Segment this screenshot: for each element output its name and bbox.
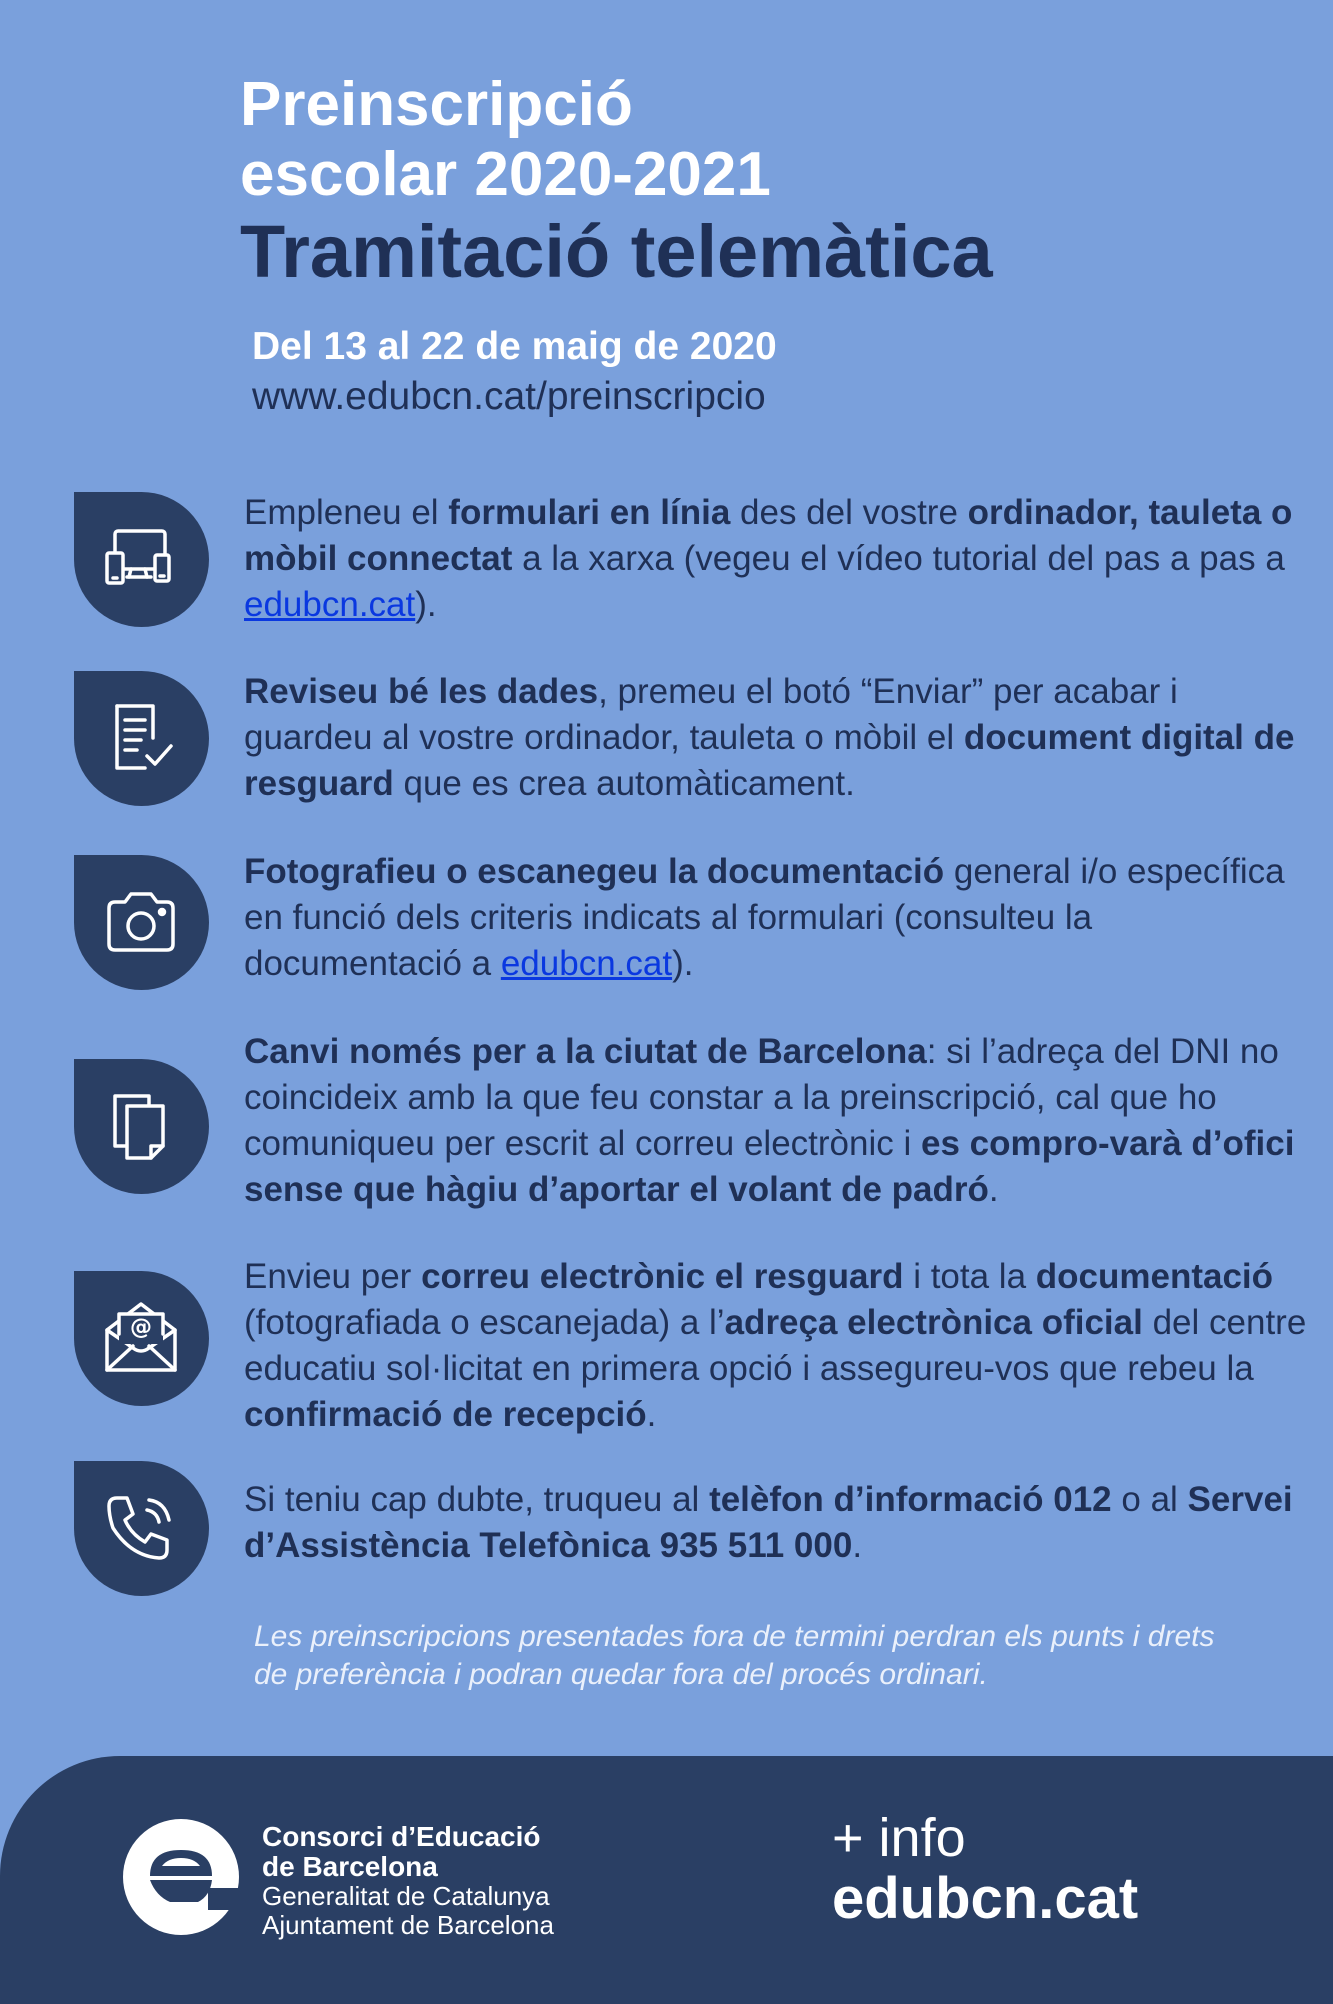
body-text: . bbox=[646, 1395, 657, 1434]
emphasis-text: ordinador, tauleta o mòbil connectat bbox=[244, 493, 1293, 578]
body-text: . bbox=[852, 1526, 863, 1565]
emphasis-text: Fotografieu o escanegeu la documentació bbox=[244, 852, 945, 891]
body-text: Si teniu cap dubte, truqueu al bbox=[244, 1480, 710, 1519]
emphasis-text: document digital de resguard bbox=[244, 718, 1295, 803]
body-text: i tota la bbox=[903, 1257, 1036, 1296]
body-text: des del vostre bbox=[730, 493, 968, 532]
org-name-line-2: de Barcelona bbox=[262, 1851, 438, 1882]
step-3-tab bbox=[74, 855, 209, 990]
emphasis-text: correu electrònic el resguard bbox=[421, 1257, 904, 1296]
edubcn-link[interactable]: edubcn.cat bbox=[244, 585, 416, 624]
body-text: general i/o específica en funció dels criteris indicats al formulari (consulteu la documentació a bbox=[244, 852, 1285, 983]
step-2-text bbox=[244, 669, 1314, 807]
emphasis-text: formulari en línia bbox=[448, 493, 731, 532]
emphasis-text: es compro-varà d’ofici sense que hàgiu d’aportar el volant de padró bbox=[244, 1124, 1295, 1209]
emphasis-text: adreça electrònica oficial bbox=[724, 1303, 1143, 1342]
step-6-text bbox=[244, 1477, 1314, 1569]
step-4-tab bbox=[74, 1059, 209, 1194]
site-link[interactable]: edubcn.cat bbox=[832, 1866, 1139, 1931]
consorci-logo-icon bbox=[120, 1816, 242, 1938]
title-line-2: escolar 2020-2021 bbox=[240, 140, 771, 209]
step-2-tab bbox=[74, 671, 209, 806]
body-text: (fotografiada o escanejada) a l’ bbox=[244, 1303, 725, 1342]
copy-documents-icon bbox=[101, 1086, 181, 1166]
phone-icon bbox=[101, 1488, 181, 1568]
org-sub-line-2: Ajuntament de Barcelona bbox=[262, 1910, 554, 1940]
devices-icon bbox=[101, 519, 181, 599]
step-1-tab bbox=[74, 492, 209, 627]
email-icon bbox=[101, 1298, 181, 1378]
step-3-text bbox=[244, 849, 1314, 987]
body-text: ). bbox=[672, 944, 694, 983]
step-6-tab bbox=[74, 1461, 209, 1596]
body-text: ). bbox=[415, 585, 437, 624]
body-text: a la xarxa (vegeu el vídeo tutorial del pas a pas a bbox=[512, 539, 1285, 578]
body-text: Envieu per bbox=[244, 1257, 422, 1296]
camera-icon bbox=[101, 882, 181, 962]
organization-block bbox=[262, 1822, 554, 1940]
svg-text:@: @ bbox=[130, 1315, 152, 1340]
emphasis-text: Canvi només per a la ciutat de Barcelona bbox=[244, 1032, 927, 1071]
plus-info-label: + info bbox=[832, 1808, 966, 1868]
step-4-text bbox=[244, 1029, 1314, 1213]
emphasis-text: telèfon d’informació 012 bbox=[709, 1480, 1112, 1519]
body-text: o al bbox=[1111, 1480, 1188, 1519]
title-line-1: Preinscripció bbox=[240, 70, 633, 139]
edubcn-link[interactable]: edubcn.cat bbox=[500, 944, 673, 983]
preinscription-url[interactable]: www.edubcn.cat/preinscripcio bbox=[252, 375, 766, 418]
org-sub-line-1: Generalitat de Catalunya bbox=[262, 1881, 550, 1911]
body-text: del centre educatiu sol·licitat en primera opció i assegureu-vos que rebeu la bbox=[244, 1303, 1307, 1388]
step-1-text bbox=[244, 490, 1314, 628]
document-check-icon bbox=[101, 698, 181, 778]
footnote: Les preinscripcions presentades fora de termini perdran els punts i drets de preferència i podran quedar fora del procés ordinari. bbox=[254, 1620, 1215, 1691]
step-5-text bbox=[244, 1254, 1314, 1438]
org-name-line-1: Consorci d’Educació bbox=[262, 1821, 541, 1852]
title-main: Tramitació telemàtica bbox=[240, 210, 993, 293]
step-5-tab bbox=[74, 1271, 209, 1406]
body-text: Empleneu el bbox=[244, 493, 449, 532]
body-text: . bbox=[988, 1170, 999, 1209]
emphasis-text: Servei d’Assistència Telefònica 935 511 000 bbox=[244, 1480, 1293, 1565]
body-text: : si l’adreça del DNI no coincideix amb la que feu constar a la preinscripció, cal que ho comuniqueu per escrit al correu electrònic i bbox=[244, 1032, 1279, 1163]
footer bbox=[0, 1756, 1333, 2004]
header bbox=[240, 70, 993, 294]
emphasis-text: confirmació de recepció bbox=[244, 1395, 647, 1434]
date-range: Del 13 al 22 de maig de 2020 bbox=[252, 325, 777, 368]
body-text: que es crea automàticament. bbox=[393, 764, 855, 803]
emphasis-text: Reviseu bé les dades bbox=[244, 672, 599, 711]
body-text: , premeu el botó “Enviar” per acabar i guardeu al vostre ordinador, tauleta o mòbil el bbox=[244, 672, 1178, 757]
emphasis-text: documentació bbox=[1035, 1257, 1274, 1296]
date-block bbox=[252, 322, 777, 422]
